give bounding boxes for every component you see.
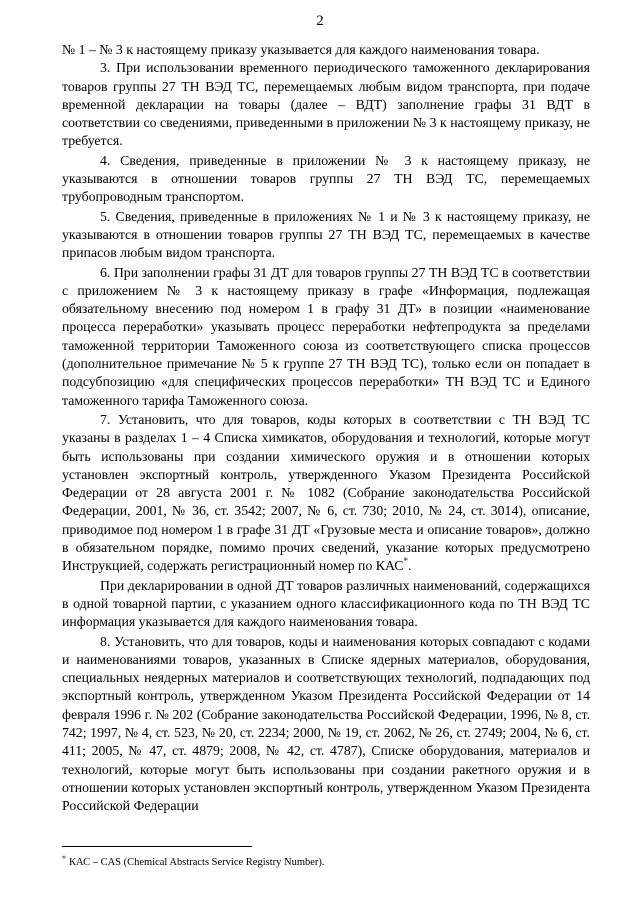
page-number: 2 [316, 13, 324, 29]
paragraph-7-text: 7. Установить, что для товаров, коды которых в соответствии с ТН ВЭД ТС указаны в разделах 1 – 4 Списка химикатов, оборудования и технологий, которые могут быть использованы при создании химического оружия и в отношении которых установлен экспортный контроль, утвержденного Указом Президента Российской Федерации от 28 августа 2001 г. № 1082 (Собрание законодательства Российской Федерации, 2001, № 36, ст. 3542; 2007, № 6, ст. 730; 2010, № 24, ст. 3014), описание, приводимое под номером 1 в графе 31 ДТ «Грузовые места и описание товаров», должно в обязательном порядке, помимо прочих сведений, указание которых предусмотрено Инструкцией, содержать регистрационный номер по КАС [62, 411, 590, 574]
paragraph-continuation: № 1 – № 3 к настоящему приказу указывается для каждого наименования товара. [62, 42, 540, 57]
paragraph-8: 8. Установить, что для товаров, коды и наименования которых совпадают с кодами и наименованиями товаров, указанных в Списке ядерных материалов, оборудования, специальных неядерных материалов и соответствующих технологий, подпадающих под экспортный контроль, утвержденном Указом Президента Российской Федерации от 14 февраля 1996 г. № 202 (Собрание законодательства Российской Федерации, 1996, № 8, ст. 742; 1997, № 4, ст. 523, № 20, ст. 2234; 2000, № 19, ст. 2062, № 26, ст. 2749; 2004, № 6, ст. 411; 2005, № 47, ст. 4879; 2008, № 42, ст. 4787), Списке оборудования, материалов и технологий, которые могут быть использованы при создании ракетного оружия и в отношении которых установлен экспортный контроль, утвержденном Указом Президента Российской Федерации [62, 633, 590, 814]
paragraph-7-note: При декларировании в одной ДТ товаров различных наименований, содержащихся в одной товарной партии, с указанием одного классификационного кода по ТН ВЭД ТС информация указывается для каждого наименования товара. [62, 577, 590, 630]
footnote-text: КАС – CAS (Chemical Abstracts Service Registry Number). [69, 857, 325, 868]
footnote-reference: * [403, 556, 408, 567]
paragraph-6: 6. При заполнении графы 31 ДТ для товаров группы 27 ТН ВЭД ТС в соответствии с приложением № 3 к настоящему приказу в графе «Информация, подлежащая обязательному внесению под номером 1 в графу 31 ДТ» в позиции «наименование процесса переработки» указывать процесс переработки нефтепродукта за пределами таможенной территории Таможенного союза из соответствующего списка процессов (дополнительное примечание № 5 к группе 27 ТН ВЭД ТС), только если он попадает в подсубпозицию «для специфических процессов переработки» ТН ВЭД ТС и Единого таможенного тарифа Таможенного союза. [62, 264, 590, 408]
paragraph-7-tail: . [407, 558, 412, 574]
footnote [62, 852, 590, 870]
footnote-divider [62, 846, 252, 847]
paragraph-4: 4. Сведения, приведенные в приложении № 3 к настоящему приказу, не указываются в отношении товаров группы 27 ТН ВЭД ТС, перемещаемых трубопроводным транспортом. [62, 152, 590, 205]
footnote-marker: * [62, 854, 66, 863]
paragraph-3: 3. При использовании временного периодического таможенного декларирования товаров группы 27 ТН ВЭД ТС, перемещаемых любым видом транспорта, при подаче временной декларации на товары (далее – ВДТ) заполнение графы 31 ВДТ в соответствии со сведениями, приведенными в приложении № 3 к настоящему приказу, не требуется. [62, 60, 590, 149]
paragraph-7 [62, 411, 590, 576]
paragraph-5: 5. Сведения, приведенные в приложениях № 1 и № 3 к настоящему приказу, не указываются в отношении товаров группы 27 ТН ВЭД ТС, перемещаемых в качестве припасов любым видом транспорта. [62, 208, 590, 261]
document-body [62, 41, 590, 815]
